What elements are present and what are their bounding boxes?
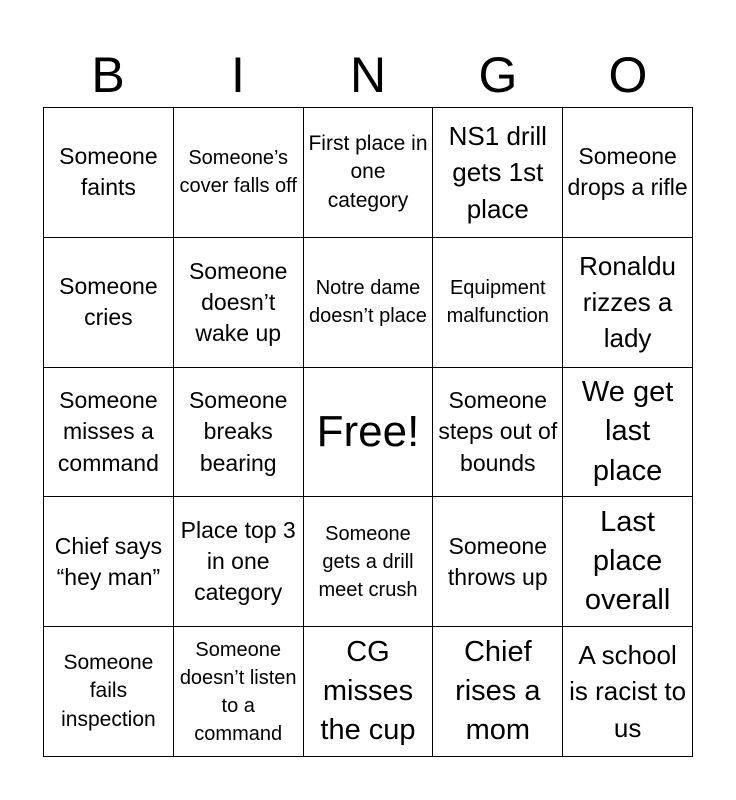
bingo-cell[interactable]: Someone faints (44, 108, 174, 238)
bingo-cell[interactable]: A school is racist to us (563, 627, 693, 757)
bingo-cell[interactable]: Place top 3 in one category (174, 497, 304, 627)
bingo-cell[interactable]: Someone doesn’t listen to a command (174, 627, 304, 757)
bingo-cell[interactable]: Someone drops a rifle (563, 108, 693, 238)
bingo-card (43, 107, 693, 757)
bingo-cell[interactable]: Someone fails inspection (44, 627, 174, 757)
free-space-cell[interactable]: Free! (304, 368, 434, 498)
bingo-cell[interactable]: Someone doesn’t wake up (174, 238, 304, 368)
header-letter-b: B (91, 47, 125, 103)
bingo-cell[interactable]: Someone misses a command (44, 368, 174, 498)
bingo-cell[interactable]: Someone steps out of bounds (433, 368, 563, 498)
bingo-cell[interactable]: First place in one category (304, 108, 434, 238)
bingo-cell[interactable]: Someone cries (44, 238, 174, 368)
header-letter-i: I (231, 47, 245, 103)
header-letter-n: N (349, 47, 387, 103)
bingo-cell[interactable]: We get last place (563, 368, 693, 498)
header-letter-g: G (478, 47, 518, 103)
bingo-cell[interactable]: Equipment malfunction (433, 238, 563, 368)
bingo-cell[interactable]: Chief says “hey man” (44, 497, 174, 627)
bingo-cell[interactable]: Ronaldu rizzes a lady (563, 238, 693, 368)
bingo-cell[interactable]: CG misses the cup (304, 627, 434, 757)
bingo-cell[interactable]: Chief rises a mom (433, 627, 563, 757)
header-letter-o: O (608, 47, 648, 103)
bingo-cell[interactable]: Notre dame doesn’t place (304, 238, 434, 368)
bingo-cell[interactable]: NS1 drill gets 1st place (433, 108, 563, 238)
bingo-cell[interactable]: Someone gets a drill meet crush (304, 497, 434, 627)
bingo-cell[interactable]: Last place overall (563, 497, 693, 627)
bingo-cell[interactable]: Someone throws up (433, 497, 563, 627)
bingo-header (43, 45, 693, 105)
bingo-cell[interactable]: Someone’s cover falls off (174, 108, 304, 238)
bingo-cell[interactable]: Someone breaks bearing (174, 368, 304, 498)
